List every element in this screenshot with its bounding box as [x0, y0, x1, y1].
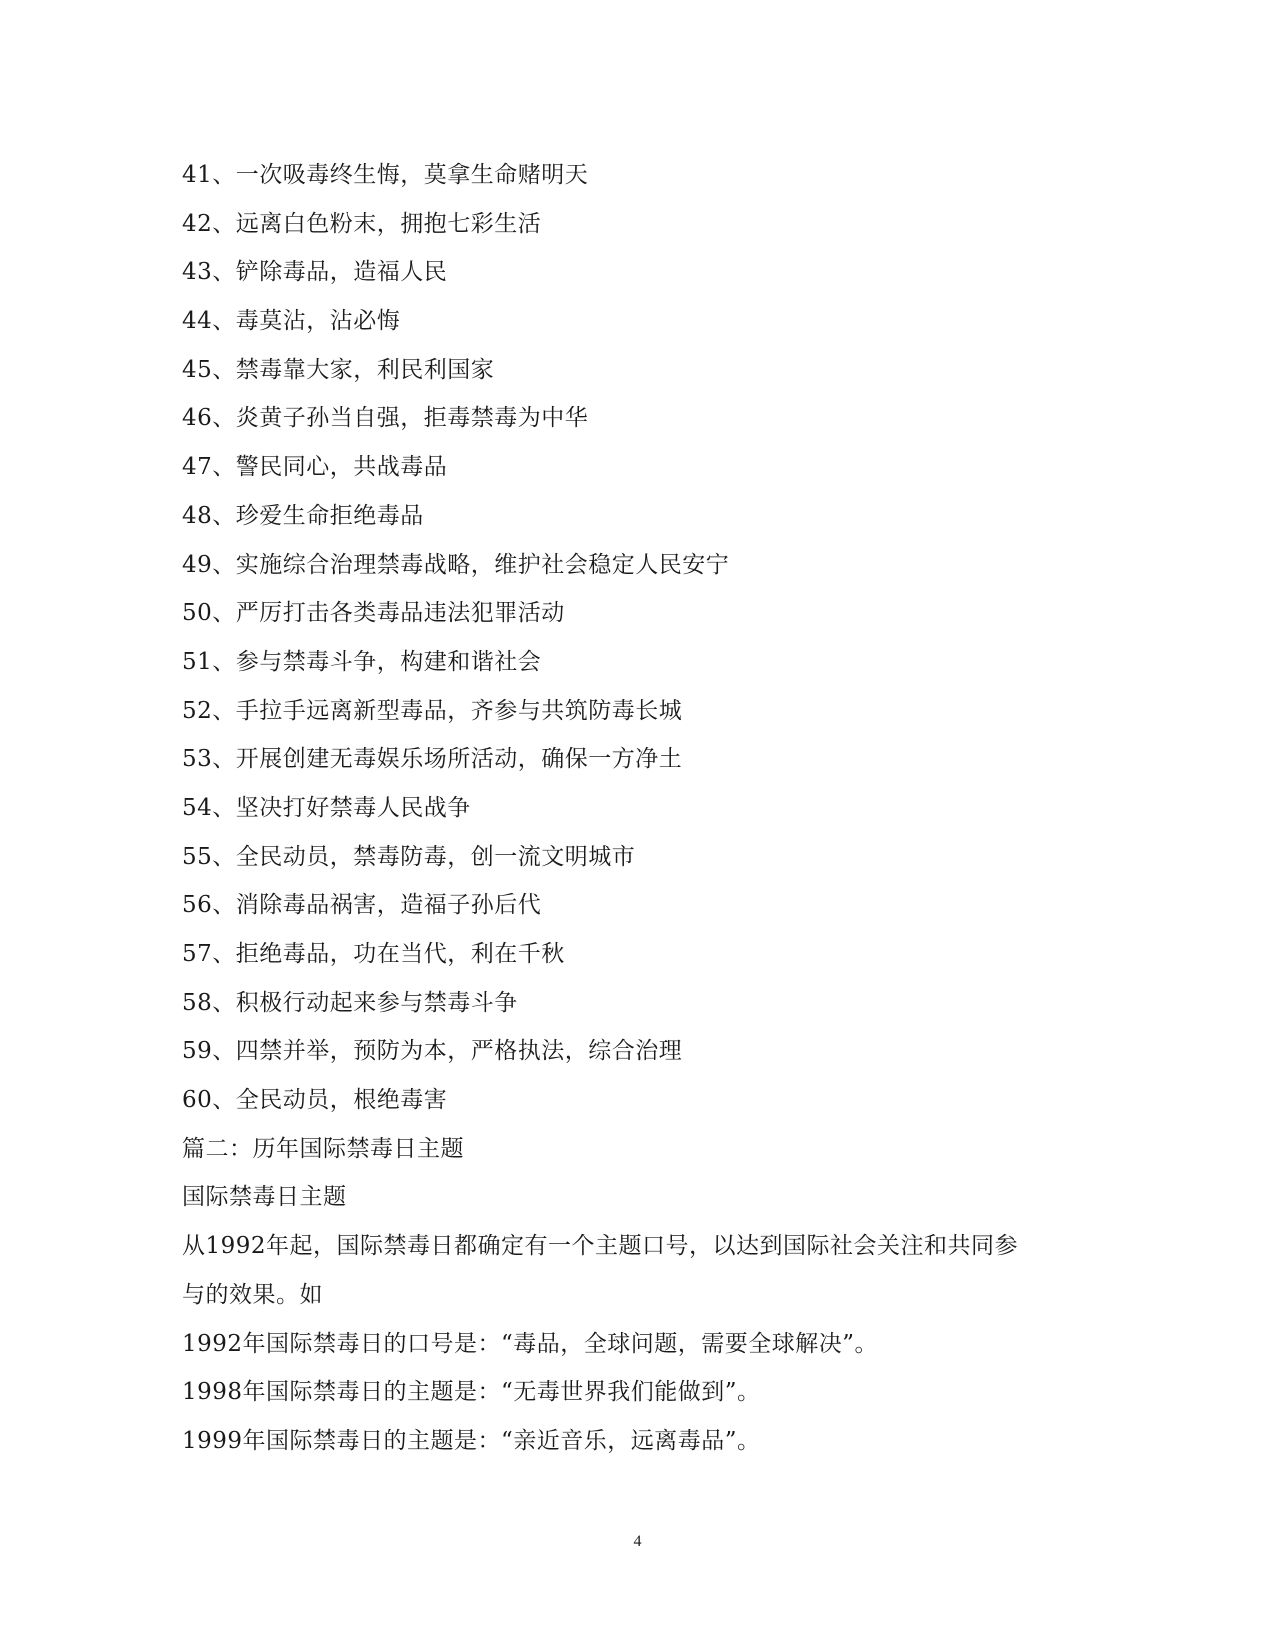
slogan-line: 45、禁毒靠大家，利民利国家 [182, 356, 495, 383]
intro-paragraph-line-1: 从1992年起，国际禁毒日都确定有一个主题口号，以达到国际社会关注和共同参 [182, 1233, 1019, 1260]
slogan-line: 41、一次吸毒终生悔，莫拿生命赌明天 [182, 162, 589, 188]
slogan-line: 46、炎黄子孙当自强，拒毒禁毒为中华 [182, 405, 589, 432]
page-content [182, 151, 1082, 1466]
slogan-line: 49、实施综合治理禁毒战略，维护社会稳定人民安宁 [182, 551, 730, 578]
slogan-line: 54、坚决打好禁毒人民战争 [182, 794, 471, 821]
slogan-line: 43、铲除毒品，造福人民 [182, 259, 448, 286]
slogan-line: 52、手拉手远离新型毒品，齐参与共筑防毒长城 [182, 697, 683, 724]
slogan-line: 60、全民动员，根绝毒害 [182, 1087, 448, 1114]
theme-line: 1998年国际禁毒日的主题是：“无毒世界我们能做到”。 [182, 1379, 761, 1406]
slogan-line: 57、拒绝毒品，功在当代，利在千秋 [182, 941, 565, 967]
slogan-line: 58、积极行动起来参与禁毒斗争 [182, 989, 518, 1016]
page-number: 4 [633, 1533, 642, 1550]
slogan-line: 56、消除毒品祸害，造福子孙后代 [182, 892, 542, 919]
slogan-line: 44、毒莫沾，沾必悔 [182, 308, 401, 335]
slogan-line: 50、严厉打击各类毒品违法犯罪活动 [182, 600, 565, 627]
slogan-line: 42、远离白色粉末，拥抱七彩生活 [182, 210, 542, 237]
slogan-line: 55、全民动员，禁毒防毒，创一流文明城市 [182, 843, 636, 870]
intro-paragraph-line-2: 与的效果。如 [182, 1281, 323, 1308]
slogan-line: 51、参与禁毒斗争，构建和谐社会 [182, 648, 542, 675]
theme-line: 1992年国际禁毒日的口号是：“毒品，全球问题，需要全球解决”。 [182, 1330, 879, 1357]
section-heading: 篇二：历年国际禁毒日主题 [182, 1135, 464, 1162]
slogan-line: 47、警民同心，共战毒品 [182, 454, 448, 481]
theme-line: 1999年国际禁毒日的主题是：“亲近音乐，远离毒品”。 [182, 1427, 761, 1454]
slogan-line: 48、珍爱生命拒绝毒品 [182, 502, 424, 529]
subheading: 国际禁毒日主题 [182, 1184, 347, 1211]
slogan-line: 59、四禁并举，预防为本，严格执法，综合治理 [182, 1038, 683, 1065]
slogan-line: 53、开展创建无毒娱乐场所活动，确保一方净土 [182, 746, 683, 773]
